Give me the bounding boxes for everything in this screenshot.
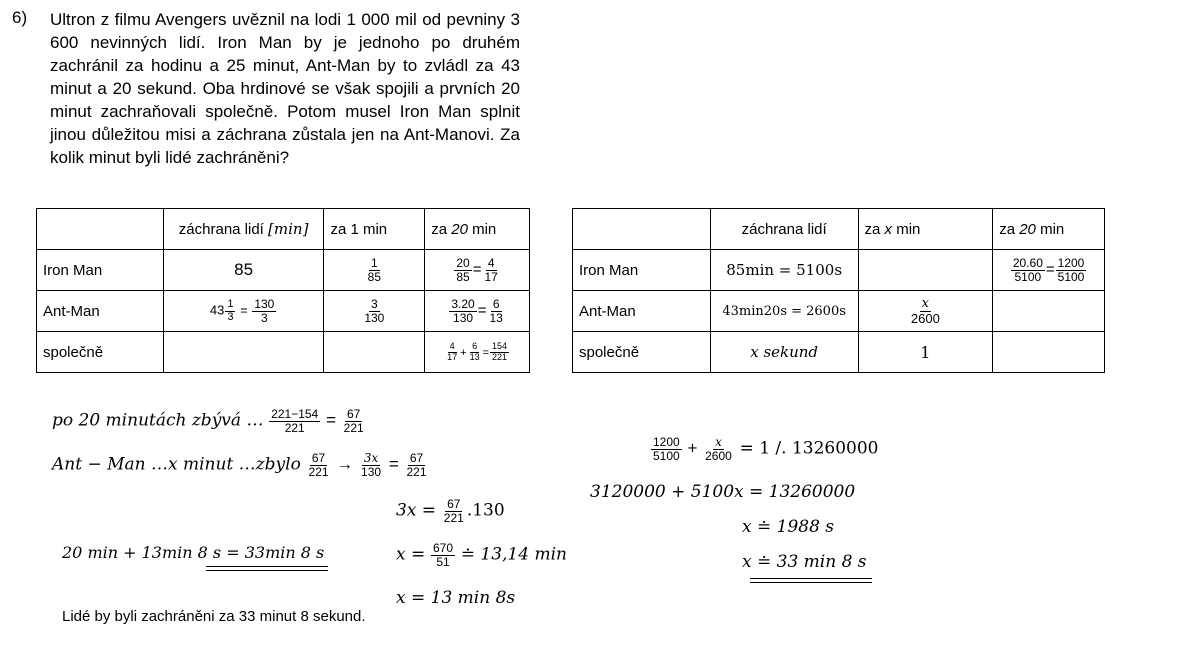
rescue-value: x sekund	[710, 332, 858, 373]
per20-value: $\frac{20.60}{5100}$ = $\frac{1200}{5100}$	[993, 250, 1105, 291]
header-rescue: záchrana lidí [min]	[163, 209, 324, 250]
per20-value: $\frac{20}{85}$ = $\frac{4}{17}$	[425, 250, 530, 291]
header-empty	[37, 209, 164, 250]
row-label: Iron Man	[37, 250, 164, 291]
table-row	[37, 332, 530, 373]
perx-value: 1	[858, 332, 993, 373]
problem-text: Ultron z filmu Avengers uvěznil na lodi 1 000 mil od pevniny 3 600 nevinných lidí. Iron Man by je jednoho po druhém zachránil za hodinu a 25 minut, Ant-Man by to zvládl za 43 minut a 20 sekund. Oba hrdinové se však spojili a prvních 20 minut zachraňovali společně. Potom musel Iron Man splnit jinou důležitou misi a záchrana zůstala jen na Ant-Manovi. Za kolik minut byli lidé zachráněni?	[50, 10, 520, 167]
header-rescue: záchrana lidí	[710, 209, 858, 250]
problem-number: 6)	[12, 8, 28, 27]
per20-value: $\frac{3.20}{130}$ = $\frac{6}{13}$	[425, 291, 530, 332]
result-underline	[206, 566, 328, 571]
work-right-seconds: x ≐ 1988 s	[742, 517, 835, 537]
work-line-x: x = $\frac{670}{51}$ ≐ 13,14 min	[396, 541, 567, 569]
header-perx: za x min	[858, 209, 993, 250]
rescue-value: 85min = 5100s	[710, 250, 858, 291]
rescue-value: 43 $\frac{1}{3}$ = $\frac{130}{3}$	[163, 291, 324, 332]
header-per20: za 20 min	[993, 209, 1105, 250]
row-label: společně	[573, 332, 711, 373]
table-row	[37, 250, 530, 291]
rescue-value: 43min20s = 2600s	[710, 291, 858, 332]
right-result-underline	[750, 578, 872, 583]
table-row	[573, 250, 1105, 291]
table-header-row	[37, 209, 530, 250]
conclusion-text: Lidé by byli zachráněni za 33 minut 8 sekund.	[62, 608, 366, 625]
header-empty	[573, 209, 711, 250]
rescue-value: 85	[163, 250, 324, 291]
table-individual-rates	[36, 208, 530, 373]
row-label: Iron Man	[573, 250, 711, 291]
table-row	[573, 291, 1105, 332]
perx-value: $\frac{x}{2600}$	[858, 291, 993, 332]
per1-value: $\frac{3}{130}$	[324, 291, 425, 332]
per20-value	[993, 332, 1105, 373]
row-label: společně	[37, 332, 164, 373]
rescue-value	[163, 332, 324, 373]
perx-value	[858, 250, 993, 291]
header-per20: za 20 min	[425, 209, 530, 250]
table-row	[573, 332, 1105, 373]
header-per1: za 1 min	[324, 209, 425, 250]
work-line-x-final: x = 13 min 8s	[396, 588, 516, 608]
table-header-row	[573, 209, 1105, 250]
row-label: Ant-Man	[573, 291, 711, 332]
work-right-linear: 3120000 + 5100x = 13260000	[590, 482, 856, 502]
row-label: Ant-Man	[37, 291, 164, 332]
work-right-equation: $\frac{1200}{5100}$ + $\frac{x}{2600}$ = 1 /. 13260000	[653, 435, 879, 463]
per1-value: $\frac{1}{85}$	[324, 250, 425, 291]
per20-value	[993, 291, 1105, 332]
table-row	[37, 291, 530, 332]
per1-value	[324, 332, 425, 373]
work-line-remaining: po 20 minutách zbývá … $\frac{221-154}{221}$ = $\frac{67}{221}$	[52, 407, 364, 435]
work-line-antman: Ant − Man …x minut …zbylo $\frac{67}{221}$ → $\frac{3x}{130}$ = $\frac{67}{221}$	[52, 451, 427, 479]
work-right-minutes: x ≐ 33 min 8 s	[742, 552, 867, 572]
result-expression	[62, 543, 324, 563]
result-total: 20 min + 13min 8 s = 33min 8 s	[62, 543, 325, 562]
work-line-3x: 3x = $\frac{67}{221}$ .130	[396, 497, 505, 525]
table-seconds-rates	[572, 208, 1105, 373]
per20-value: $\frac{4}{17}$ + $\frac{6}{13}$ = $\frac{154}{221}$	[425, 332, 530, 373]
